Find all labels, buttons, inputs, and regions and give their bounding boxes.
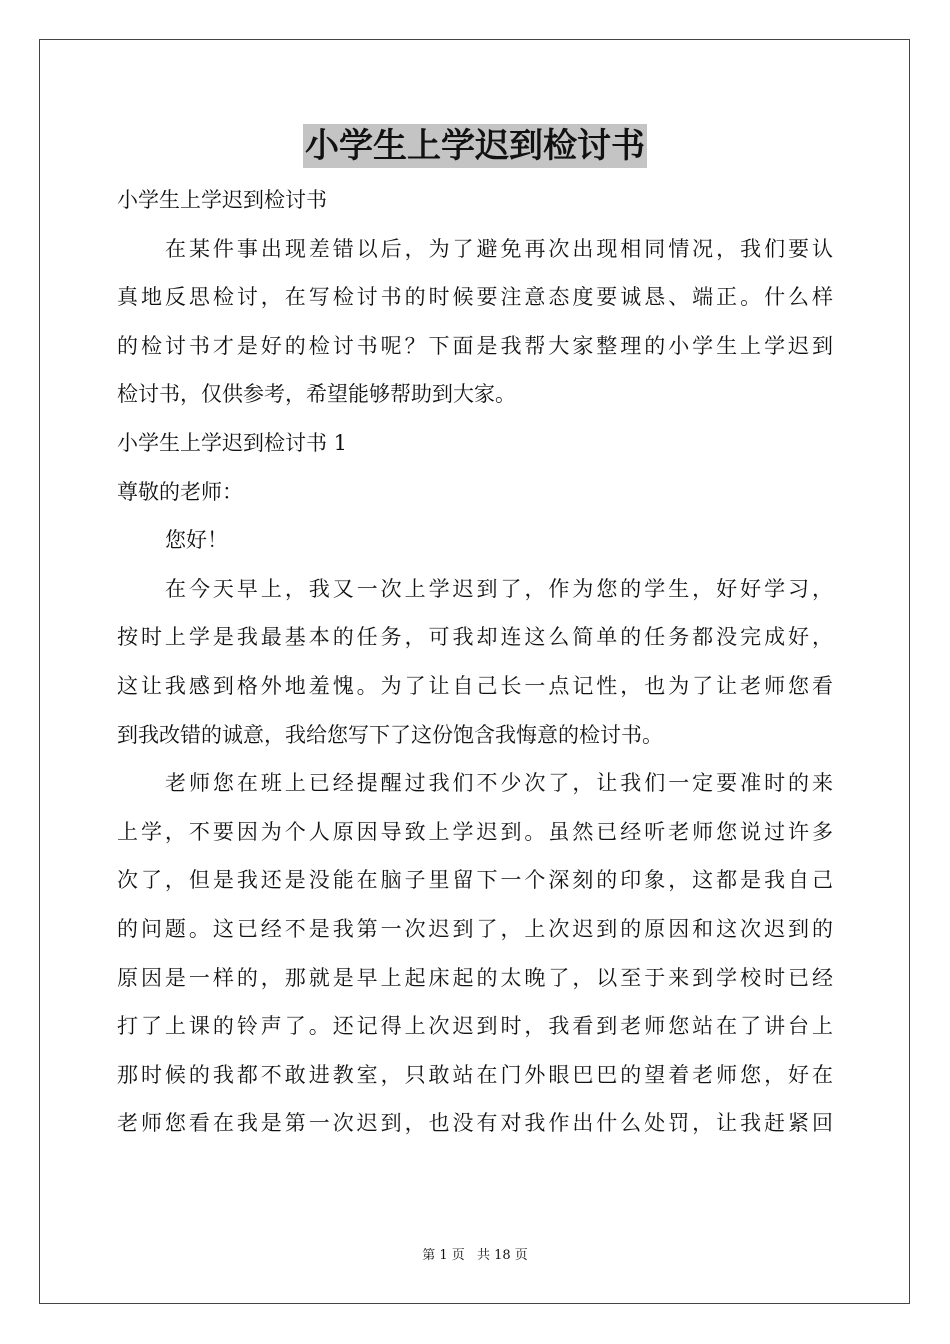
title-area	[0, 124, 950, 168]
text-line: 尊敬的老师：	[117, 479, 243, 504]
text-line: 在某件事出现差错以后，为了避免再次出现相同情况，我们要认	[165, 236, 833, 261]
page-total: 共 18 页	[476, 1248, 528, 1263]
document-title: 小学生上学迟到检讨书	[305, 126, 645, 166]
text-line: 小学生上学迟到检讨书 1	[117, 430, 348, 455]
text-line: 在今天早上，我又一次上学迟到了，作为您的学生，好好学习，	[165, 576, 833, 601]
text-line: 的问题。这已经不是我第一次迟到了，上次迟到的原因和这次迟到的	[117, 916, 833, 941]
document-body	[117, 176, 833, 1148]
text-line: 老师您在班上已经提醒过我们不少次了，让我们一定要准时的来	[165, 771, 833, 796]
text-line: 原因是一样的，那就是早上起床起的太晚了，以至于来到学校时已经	[117, 965, 833, 990]
text-line: 的检讨书才是好的检讨书呢？下面是我帮大家整理的小学生上学迟到	[117, 333, 833, 358]
text-line: 检讨书，仅供参考，希望能够帮助到大家。	[117, 382, 516, 407]
page-footer	[0, 1246, 950, 1266]
text-line: 您好！	[165, 528, 228, 553]
text-line: 次了，但是我还是没能在脑子里留下一个深刻的印象，这都是我自己	[117, 868, 833, 893]
text-line: 这让我感到格外地羞愧。为了让自己长一点记性，也为了让老师您看	[117, 673, 833, 698]
text-line: 真地反思检讨，在写检讨书的时候要注意态度要诚恳、端正。什么样	[117, 285, 833, 310]
text-line: 打了上课的铃声了。还记得上次迟到时，我看到老师您站在了讲台上	[117, 1014, 833, 1039]
text-line: 小学生上学迟到检讨书	[117, 188, 327, 212]
text-line: 到我改错的诚意，我给您写下了这份饱含我悔意的检讨书。	[117, 722, 663, 747]
text-line: 上学，不要因为个人原因导致上学迟到。虽然已经听老师您说过许多	[117, 819, 833, 844]
page-number: 第 1 页	[422, 1248, 465, 1263]
text-line: 老师您看在我是第一次迟到，也没有对我作出什么处罚，让我赶紧回	[117, 1111, 833, 1136]
text-line: 按时上学是我最基本的任务，可我却连这么简单的任务都没完成好，	[117, 625, 833, 650]
text-line: 那时候的我都不敢进教室，只敢站在门外眼巴巴的望着老师您，好在	[117, 1062, 833, 1087]
